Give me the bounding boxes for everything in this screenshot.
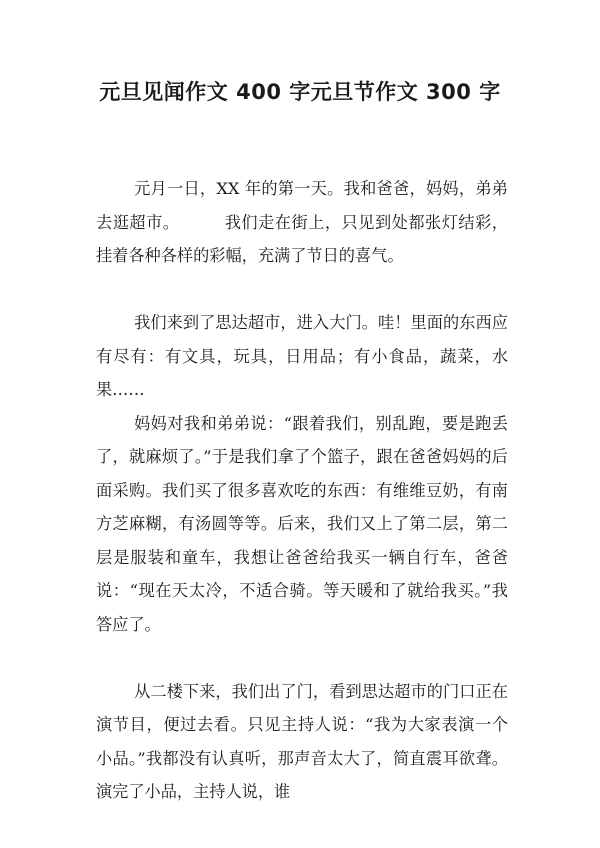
paragraph-4: 从二楼下来，我们出了门，看到思达超市的门口正在演节目，便过去看。只见主持人说：“我为大家表演一个小品。”我都没有认真听，那声音太大了，简直震耳欲聋。演完了小品，主持人说，谁 (96, 681, 508, 801)
paragraph-gap (96, 641, 508, 675)
paragraph-2: 我们来到了思达超市，进入大门。哇！里面的东西应有尽有：有文具，玩具，日用品；有小食品，蔬菜，水果…… (96, 313, 508, 399)
document-body (96, 172, 508, 809)
paragraph-3: 妈妈对我和弟弟说：“跟着我们，别乱跑，要是跑丢了，就麻烦了。”于是我们拿了个篮子，跟在爸爸妈妈的后面采购。我们买了很多喜欢吃的东西：有维维豆奶，有南方芝麻糊，有汤圆等等。后来，我们又上了第二层，第二层是服装和童车，我想让爸爸给我买一辆自行车，爸爸说：“现在天太冷，不适合骑。等天暖和了就给我买。”我答应了。 (96, 413, 508, 634)
document-title: 元旦见闻作文 400 字元旦节作文 300 字 (99, 80, 501, 104)
paragraph-gap (96, 273, 508, 307)
paragraph-1: 元月一日，XX 年的第一天。我和爸爸，妈妈，弟弟去逛超市。 我们走在街上，只见到处都张灯结彩，挂着各种各样的彩幅，充满了节日的喜气。 (96, 179, 508, 265)
